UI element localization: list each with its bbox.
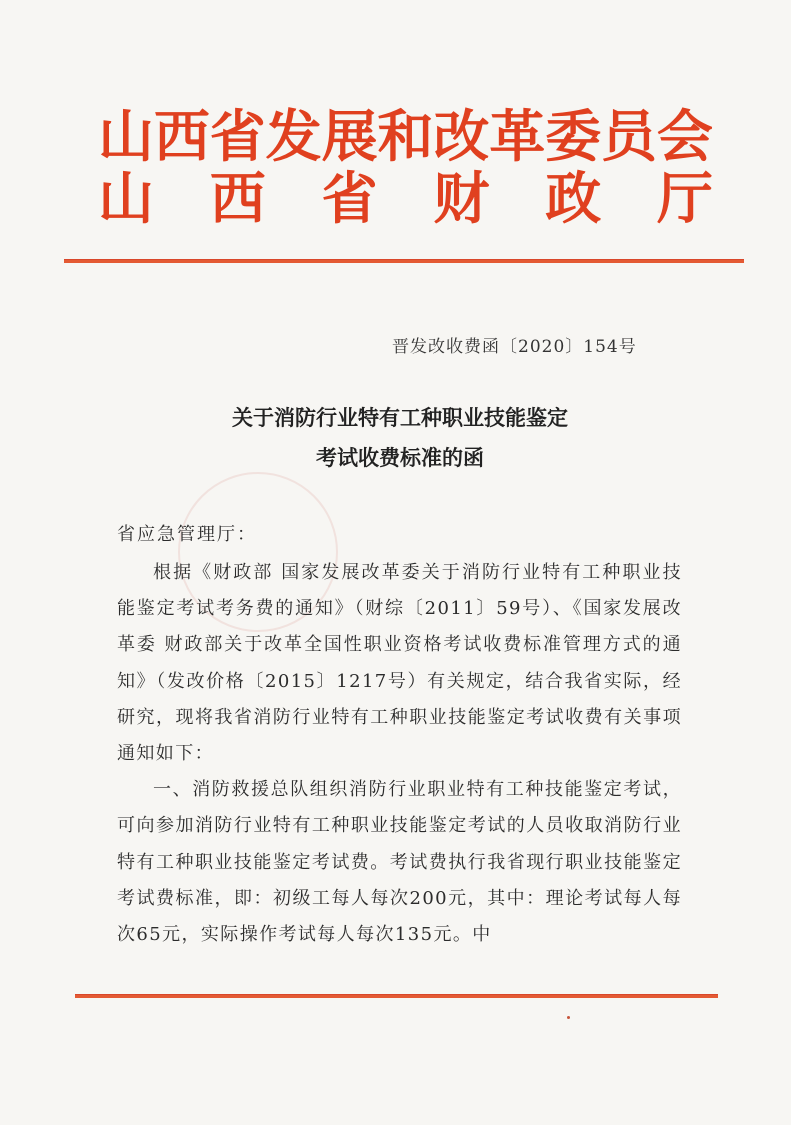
issuer-char: 会: [656, 104, 713, 170]
issuer-char: 展: [321, 104, 378, 170]
issuer-char: 政: [545, 166, 602, 232]
paragraph: 一、消防救援总队组织消防行业职业特有工种技能鉴定考试，可向参加消防行业特有工种职业技能鉴定考试的人员收取消防行业特有工种职业技能鉴定考试费。考试费执行我省现行职业技能鉴定考试费标准，即：初级工每人每次200元，其中：理论考试每人每次65元，实际操作考试每人每次135元。中: [117, 779, 682, 946]
issuer-char: 西: [153, 104, 210, 170]
issuer-char: 和: [377, 104, 434, 170]
header-divider: [64, 259, 744, 263]
issuer-char: 山: [98, 166, 154, 232]
body-text: [117, 555, 682, 953]
issuer-line-2: [98, 166, 713, 232]
issuer-char: 发: [265, 104, 322, 170]
title-line-2: 考试收费标准的函: [316, 445, 484, 470]
issuer-char: 山: [98, 104, 154, 170]
issuer-char: 委: [545, 104, 602, 170]
ink-speck: [567, 1016, 570, 1019]
salutation: 省应急管理厅：: [117, 524, 257, 545]
title-line-1: 关于消防行业特有工种职业技能鉴定: [232, 405, 568, 430]
issuer-char: 财: [433, 166, 490, 232]
document-number: 晋发改收费函〔2020〕154号: [392, 337, 637, 357]
issuer-char: 改: [433, 104, 490, 170]
issuer-line-1: [98, 104, 713, 170]
issuer-char: 省: [209, 104, 266, 170]
issuer-char: 革: [489, 104, 546, 170]
issuer-char: 厅: [656, 166, 713, 232]
document-title: [120, 398, 680, 478]
footer-divider: [75, 994, 718, 998]
paragraph: 根据《财政部 国家发展改革委关于消防行业特有工种职业技能鉴定考试考务费的通知》（财综〔2011〕59号）、《国家发展改革委 财政部关于改革全国性职业资格考试收费标准管理方式的通知》（发改价格〔2015〕1217号）有关规定，结合我省实际，经研究，现将我省消防行业特有工种职业技能鉴定考试收费有关事项通知如下：: [117, 562, 682, 765]
issuer-char: 员: [601, 104, 658, 170]
issuer-char: 西: [209, 166, 266, 232]
issuer-char: 省: [321, 166, 378, 232]
